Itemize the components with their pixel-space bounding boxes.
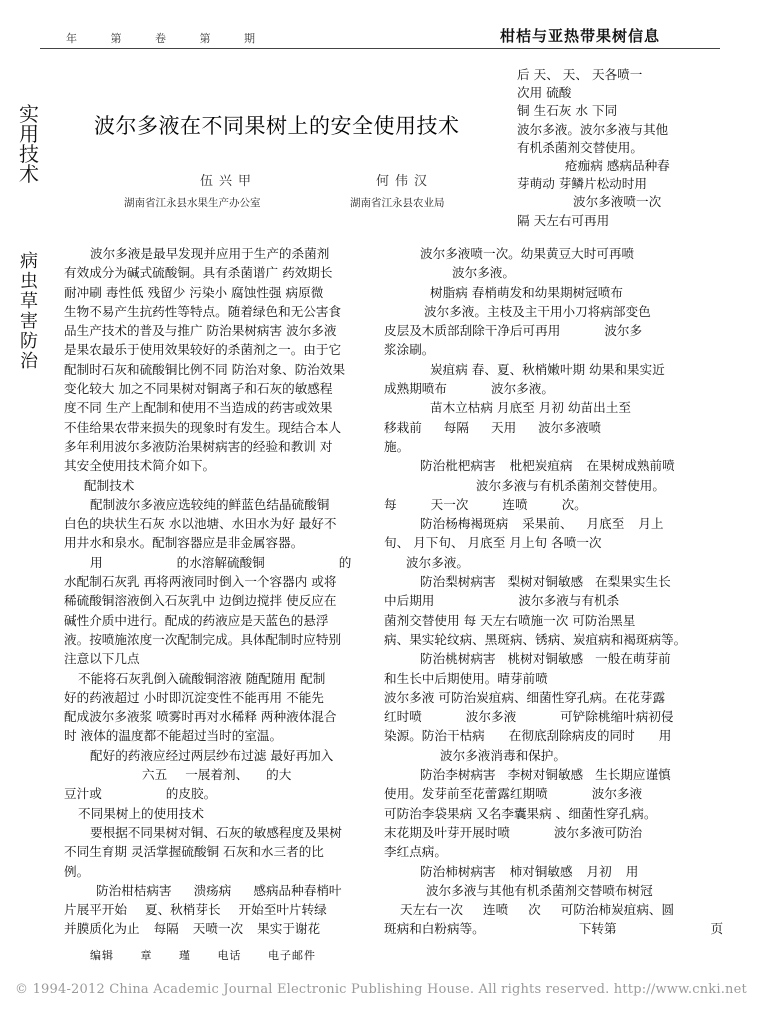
text-line: 病、果实轮纹病、黑斑病、锈病、炭疽病和褐斑病等。 xyxy=(384,631,687,647)
text-line: 防治柿树病害 柿对铜敏感 月初 用 xyxy=(420,863,639,879)
right-top-column xyxy=(517,66,670,230)
side-char: 防 xyxy=(20,331,38,352)
text-line: 波尔多液。波尔多液与其他 xyxy=(517,121,669,137)
text-line: 树脂病 春梢萌发和幼果期树冠喷布 xyxy=(430,284,623,300)
side-char: 治 xyxy=(20,351,38,372)
text-line: 配制时石灰和硫酸铜比例不同 防治对象、防治效果 xyxy=(64,361,346,377)
text-line: 铜 生石灰 水 下同 xyxy=(517,103,618,119)
text-line: 多年利用波尔多液防治果树病害的经验和教训 对 xyxy=(64,438,333,454)
section-heading: 不同果树上的使用技术 xyxy=(78,805,204,821)
text-line: 波尔多液消毒和保护。 xyxy=(440,747,566,763)
author-affiliation: 湖南省江永县水果生产办公室 xyxy=(124,197,261,209)
author-name: 何伟汉 xyxy=(376,174,434,189)
text-line: 波尔多液与有机杀菌剂交替使用。 xyxy=(476,477,665,493)
side-tag-practical-tech xyxy=(18,104,40,184)
text-line: 六五 一展着剂、 的大 xyxy=(142,767,292,783)
text-line: 次用 硫酸 xyxy=(517,85,572,101)
text-line: 和生长中后期使用。晴芽前喷 xyxy=(384,670,548,686)
text-line: 染源。防治干枯病 在彻底刮除病皮的同时 用 xyxy=(384,728,672,744)
text-line: 浆涂刷。 xyxy=(384,342,435,358)
text-line: 中后期用 波尔多液与有机杀 xyxy=(384,593,620,609)
side-tag-pest-control xyxy=(18,252,40,372)
text-line: 防治枇杷病害 枇杷炭疽病 在果树成熟前喷 xyxy=(420,458,675,474)
text-line: 斑病和白粉病等。 下转第 页 xyxy=(384,921,724,937)
text-line: 波尔多液。主枝及主干用小刀将病部变色 xyxy=(424,303,651,319)
text-line: 红时喷 波尔多液 可铲除桃缩叶病初侵 xyxy=(384,709,674,725)
text-line: 防治李树病害 李树对铜敏感 生长期应谨慎 xyxy=(420,767,671,783)
text-line: 波尔多液喷一次 xyxy=(573,194,662,210)
author-name: 伍兴甲 xyxy=(200,174,258,189)
left-column xyxy=(64,244,351,939)
text-line: 不佳给果农带来损失的现象时有发生。现结合本人 xyxy=(64,419,342,435)
text-line: 用井水和泉水。配制容器应是非金属容器。 xyxy=(64,535,304,551)
copyright-watermark: © 1994-2012 China Academic Journal Electronic Publishing House. All rights reserved. http://www.cnki.net xyxy=(15,982,747,997)
text-line: 要根据不同果树对铜、石灰的敏感程度及果树 xyxy=(90,824,342,840)
journal-name: 柑桔与亚热带果树信息 xyxy=(500,27,661,45)
text-line: 炭疽病 春、夏、秋梢嫩叶期 幼果和果实近 xyxy=(430,361,665,377)
text-line: 不同生育期 灵活掌握硫酸铜 石灰和水三者的比 xyxy=(64,844,324,860)
text-line: 菌剂交替使用 每 天左右喷施一次 可防治黑星 xyxy=(384,612,636,628)
text-line: 配制波尔多液应选较纯的鲜蓝色结晶硫酸铜 xyxy=(90,496,330,512)
right-column xyxy=(384,244,723,939)
editor-contact-line: 编辑 章 瑾 电话 电子邮件 xyxy=(90,949,316,962)
text-line: 芽萌动 芽鳞片松动时用 xyxy=(517,176,647,192)
side-char: 术 xyxy=(19,162,39,186)
text-line: 碱性介质中进行。配成的药液应是天蓝色的悬浮 xyxy=(64,612,329,628)
side-char: 害 xyxy=(20,311,38,332)
text-line: 用 的水溶解硫酸铜 的 xyxy=(90,554,352,570)
article-title: 波尔多液在不同果树上的安全使用技术 xyxy=(94,114,460,138)
author-affiliation: 湖南省江永县农业局 xyxy=(350,197,445,209)
side-char: 草 xyxy=(20,291,38,312)
text-line: 水配制石灰乳 再将两液同时倒入一个容器内 或将 xyxy=(64,574,337,590)
text-line: 末花期及叶芽开展时喷 波尔多液可防治 xyxy=(384,824,643,840)
section-heading: 配制技术 xyxy=(84,477,135,493)
text-line: 不能将石灰乳倒入硫酸铜溶液 随配随用 配制 xyxy=(78,670,326,686)
text-line: 其安全使用技术简介如下。 xyxy=(64,458,216,474)
side-char: 病 xyxy=(20,251,38,272)
text-line: 移栽前 每隔 天用 波尔多液喷 xyxy=(384,419,602,435)
text-line: 李红点病。 xyxy=(384,844,447,860)
text-line: 每 天一次 连喷 次。 xyxy=(384,496,587,512)
text-line: 豆汁或 的皮胶。 xyxy=(64,786,217,802)
side-char: 实 xyxy=(19,102,39,126)
text-line: 品生产技术的普及与推广 防治果树病害 波尔多液 xyxy=(64,323,337,339)
text-line: 波尔多液 可防治炭疽病、细菌性穿孔病。在花芽露 xyxy=(384,689,666,705)
text-line: 防治桃树病害 桃树对铜敏感 一般在萌芽前 xyxy=(420,651,671,667)
text-line: 后 天、 天、 天各喷一 xyxy=(517,67,643,82)
text-line: 成熟期喷布 波尔多液。 xyxy=(384,381,554,397)
side-char: 用 xyxy=(19,122,39,146)
text-line: 白色的块状生石灰 水以池塘、水田水为好 最好不 xyxy=(64,516,337,532)
text-line: 例。 xyxy=(64,863,90,879)
text-line: 配好的药液应经过两层纱布过滤 最好再加入 xyxy=(90,747,334,763)
text-line: 隔 天左右可再用 xyxy=(517,212,610,228)
text-line: 天左右一次 连喷 次 可防治柿炭疽病、圆 xyxy=(400,902,675,918)
text-line: 注意以下几点 xyxy=(64,651,140,667)
text-line: 波尔多液喷一次。幼果黄豆大时可再喷 xyxy=(420,246,635,261)
text-line: 是果农最乐于使用效果较好的杀菌剂之一。由于它 xyxy=(64,342,342,358)
text-line: 使用。发芽前至花蕾露红期喷 波尔多液 xyxy=(384,786,643,802)
text-line: 并膜质化为止 每隔 天喷一次 果实于谢花 xyxy=(64,921,321,937)
journal-issue-info: 年 第 卷 第 期 xyxy=(66,32,270,45)
text-line: 有机杀菌剂交替使用。 xyxy=(517,139,643,155)
text-line: 度不同 生产上配制和使用不当造成的药害或效果 xyxy=(64,400,333,416)
text-line: 可防治李袋果病 又名李囊果病 、细菌性穿孔病。 xyxy=(384,805,657,821)
text-line: 波尔多液与其他有机杀菌剂交替喷布树冠 xyxy=(426,882,653,898)
text-line: 有效成分为碱式硫酸铜。具有杀菌谱广 药效期长 xyxy=(64,265,333,281)
text-line: 苗木立枯病 月底至 月初 幼苗出土至 xyxy=(430,400,631,416)
text-line: 防治柑桔病害 溃疡病 感病品种春梢叶 xyxy=(96,882,342,898)
text-line: 防治杨梅褐斑病 采果前、 月底至 月上 xyxy=(420,516,664,532)
text-line: 旬、 月下旬、 月底至 月上旬 各喷一次 xyxy=(384,535,602,551)
side-char: 虫 xyxy=(20,271,38,292)
text-line: 施。 xyxy=(384,438,410,454)
text-line: 时 液体的温度都不能超过当时的室温。 xyxy=(64,728,283,744)
text-line: 皮层及木质部刮除干净后可再用 波尔多 xyxy=(384,323,643,339)
text-line: 变化较大 加之不同果树对铜离子和石灰的敏感程 xyxy=(64,381,333,397)
text-line: 防治梨树病害 梨树对铜敏感 在梨果实生长 xyxy=(420,574,671,590)
text-line: 稀硫酸铜溶液倒入石灰乳中 边倒边搅拌 使反应在 xyxy=(64,593,337,609)
text-line: 好的药液超过 小时即沉淀变性不能再用 不能先 xyxy=(64,689,324,705)
text-line: 液。按喷施浓度一次配制完成。具体配制时应特别 xyxy=(64,631,342,647)
side-char: 技 xyxy=(19,142,39,166)
text-line: 片展平开始 夏、秋梢芽长 开始至叶片转绿 xyxy=(64,902,327,918)
text-line: 配成波尔多液浆 喷雾时再对水稀释 两种液体混合 xyxy=(64,709,337,725)
text-line: 生物不易产生抗药性等特点。随着绿色和无公害食 xyxy=(64,303,342,319)
text-line: 波尔多液是最早发现并应用于生产的杀菌剂 xyxy=(90,246,330,261)
text-line: 波尔多液。 xyxy=(452,265,515,281)
text-line: 耐冲刷 毒性低 残留少 污染小 腐蚀性强 病原微 xyxy=(64,284,324,300)
text-line: 疮痂病 感病品种春 xyxy=(565,158,670,174)
header-rule xyxy=(40,48,720,49)
text-line: 波尔多液。 xyxy=(406,554,469,570)
